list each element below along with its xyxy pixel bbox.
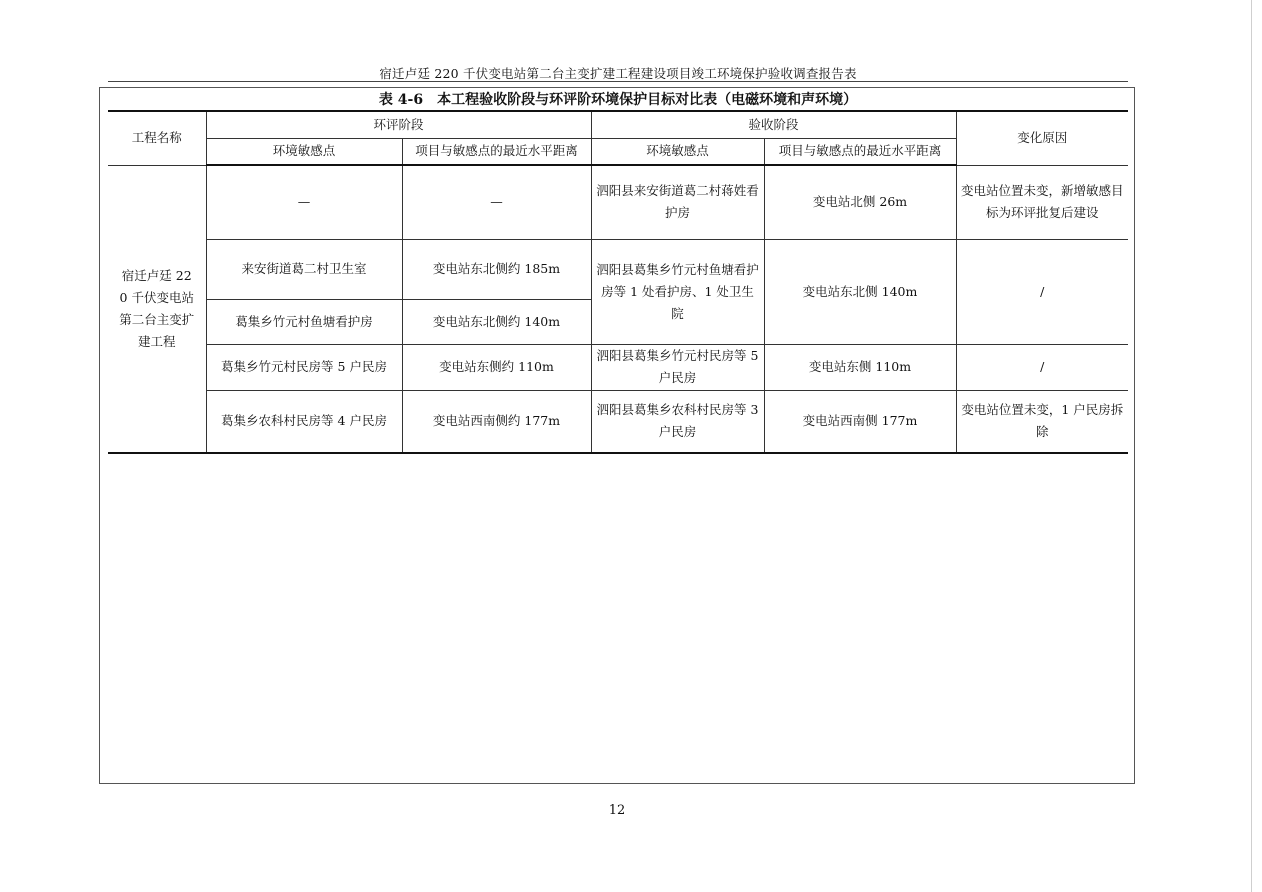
running-header: 宿迁卢廷 220 千伏变电站第二台主变扩建工程建设项目竣工环境保护验收调查报告表 <box>379 66 857 81</box>
eia-point-cell: 葛集乡农科村民房等 4 户民房 <box>206 390 402 453</box>
header-rule <box>108 81 1128 82</box>
eia-distance-cell: 变电站东北侧约 185m <box>402 239 591 299</box>
eia-point-cell: 来安街道葛二村卫生室 <box>206 239 402 299</box>
col-header-project: 工程名称 <box>108 111 206 165</box>
group-header-eia: 环评阶段 <box>206 111 591 138</box>
acc-point-cell: 泗阳县来安街道葛二村蒋姓看护房 <box>591 165 764 239</box>
eia-distance-cell: 变电站西南侧约 177m <box>402 390 591 453</box>
eia-point-cell: 葛集乡竹元村民房等 5 户民房 <box>206 344 402 390</box>
col-header-eia-point: 环境敏感点 <box>206 138 402 165</box>
acc-point-cell: 泗阳县葛集乡农科村民房等 3 户民房 <box>591 390 764 453</box>
change-reason-cell: / <box>956 239 1128 344</box>
table-row <box>108 390 1128 453</box>
col-header-acc-point: 环境敏感点 <box>591 138 764 165</box>
eia-distance-cell: 变电站东侧约 110m <box>402 344 591 390</box>
table-row <box>108 165 1128 239</box>
acc-point-cell: 泗阳县葛集乡竹元村鱼塘看护房等 1 处看护房、1 处卫生院 <box>591 239 764 344</box>
acc-distance-cell: 变电站西南侧 177m <box>764 390 956 453</box>
acc-distance-cell: 变电站东北侧 140m <box>764 239 956 344</box>
eia-distance-cell: — <box>402 165 591 239</box>
change-reason-cell: / <box>956 344 1128 390</box>
project-name-cell: 宿迁卢廷 220 千伏变电站第二台主变扩建工程 <box>108 165 206 453</box>
group-header-acceptance: 验收阶段 <box>591 111 956 138</box>
col-header-acc-distance: 项目与敏感点的最近水平距离 <box>764 138 956 165</box>
eia-point-cell: — <box>206 165 402 239</box>
table-row <box>108 344 1128 390</box>
change-reason-cell: 变电站位置未变，新增敏感目标为环评批复后建设 <box>956 165 1128 239</box>
acc-distance-cell: 变电站北侧 26m <box>764 165 956 239</box>
page-number: 12 <box>608 803 626 818</box>
eia-distance-cell: 变电站东北侧约 140m <box>402 299 591 344</box>
eia-point-cell: 葛集乡竹元村鱼塘看护房 <box>206 299 402 344</box>
acc-point-cell: 泗阳县葛集乡竹元村民房等 5 户民房 <box>591 344 764 390</box>
acc-distance-cell: 变电站东侧 110m <box>764 344 956 390</box>
page-edge-line <box>1251 0 1252 892</box>
change-reason-cell: 变电站位置未变，1 户民房拆除 <box>956 390 1128 453</box>
table-row <box>108 239 1128 299</box>
col-header-eia-distance: 项目与敏感点的最近水平距离 <box>402 138 591 165</box>
comparison-table <box>108 110 1128 454</box>
col-header-change-reason: 变化原因 <box>956 111 1128 165</box>
table-header-row <box>108 111 1128 138</box>
table-title: 表 4-6 本工程验收阶段与环评阶环境保护目标对比表（电磁环境和声环境） <box>378 92 858 108</box>
